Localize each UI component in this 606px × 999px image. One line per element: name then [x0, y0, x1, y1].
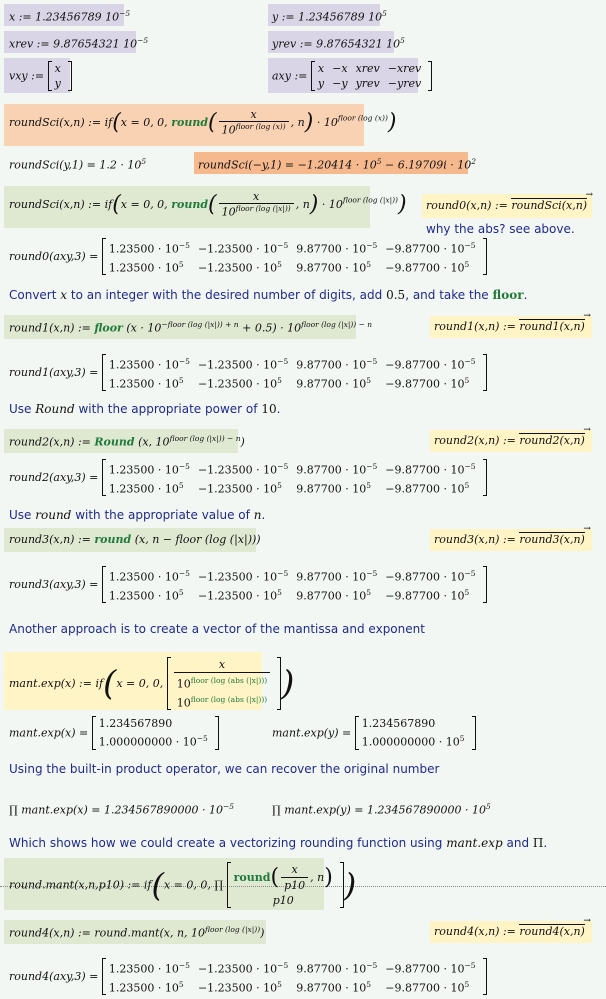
abs-note: why the abs? see above.	[426, 222, 575, 236]
explanation-vectorizing-text: Which shows how we could create a vectorizing rounding function using mant.exp and Π.	[9, 836, 548, 850]
roundmant-definition: round.mant(x,n,p10) := if(x = 0, 0, ∏ round( $\frac{x}{p10}$ , n) p10 )	[9, 863, 357, 907]
y-definition: y := 1.23456789 $10^5$	[272, 9, 387, 24]
xrev-definition: xrev := 9.87654321 $10^{-5}$	[9, 36, 149, 51]
round4-vectorize-definition: round4(x,n) := round4(x,n) →	[434, 925, 585, 938]
roundsci-v1-definition: roundSci(x,n) := if(x = 0, 0, round( $\frac{x}{10^{floor (log (x))}}$ , $n) \cdot 10^{floor (log (x))}$)	[9, 108, 397, 137]
mantexp-definition: mant.exp(x) := if(x = 0, 0, $\frac{x}{10^{floor (log (abs (|x|)))}}$ $10^{floor (log (abs (|x|)))}$ )	[9, 658, 295, 710]
round1-result: round1(axy,3) = $1.23500 \cdot 10^{-5}$ $1.23500 \cdot 10^5$ $-1.23500 \cdot 10^{-5}$ $-1.23500 \cdot 10^5$ $9.87700 \cdot 10^{-5}$ $9.87700 \cdot 10^5$ $-9.87700 \cdot 10^{-5}$ $-9.87700 \cdot 10^5$	[9, 354, 487, 391]
round2-vectorize-definition: round2(x,n) := round2(x,n) →	[434, 434, 585, 447]
round0-vectorize-definition: round0(x,n) := roundSci(x,n) →	[426, 199, 587, 212]
round0-result: round0(axy,3) = $1.23500 \cdot 10^{-5}$ $1.23500 \cdot 10^5$ $-1.23500 \cdot 10^{-5}$ $-1.23500 \cdot 10^5$ $9.87700 \cdot 10^{-5}$ $9.87700 \cdot 10^5$ $-9.87700 \cdot 10^{-5}$ $-9.87700 \cdot 10^5$	[9, 238, 487, 275]
round1-vectorize-definition: round1(x,n) := round1(x,n) →	[434, 320, 585, 333]
round1-definition: round1(x,n) := floor $(x \cdot 10^{-floor (log (|x|)) + n} + 0.5) \cdot 10^{floor (log (|x|)) - n}$	[9, 320, 373, 335]
mantexp-y-result: mant.exp(y) = 1.234567890 $1.000000000 \cdot 10^5$	[272, 716, 476, 750]
round4-definition: round4(x,n) := round.mant(x, n, $10^{floor (log (|x|))}$)	[9, 925, 265, 940]
product-y-result: ∏ mant.exp(y) = $1.234567890000 \cdot 10^5$	[272, 802, 491, 817]
explanation-round-text: Use Round with the appropriate power of 10.	[9, 402, 281, 416]
product-x-result: ∏ mant.exp(x) = $1.234567890000 \cdot 10^{-5}$	[9, 802, 235, 817]
x-definition: x := 1.23456789 $10^{-5}$	[9, 9, 131, 24]
round2-definition: round2(x,n) := Round (x, $10^{floor (log (|x|)) - n}$)	[9, 434, 245, 449]
roundsci-neg-y-result: roundSci(−y,1) = $-1.20414 \cdot 10^5 - 6.19709i \cdot 10^2$	[198, 157, 477, 172]
axy-definition: axy := x y −x −y xrev yrev −xrev −yrev	[272, 61, 432, 91]
round3-result: round3(axy,3) = $1.23500 \cdot 10^{-5}$ $1.23500 \cdot 10^5$ $-1.23500 \cdot 10^{-5}$ $-1.23500 \cdot 10^5$ $9.87700 \cdot 10^{-5}$ $9.87700 \cdot 10^5$ $-9.87700 \cdot 10^{-5}$ $-9.87700 \cdot 10^5$	[9, 566, 487, 603]
round3-vectorize-definition: round3(x,n) := round3(x,n) →	[434, 533, 585, 546]
vxy-definition: vxy := x y	[9, 61, 72, 91]
mantexp-x-result: mant.exp(x) = 1.234567890 $1.000000000 \cdot 10^{-5}$	[9, 716, 219, 750]
explanation-product-text: Using the built-in product operator, we can recover the original number	[9, 762, 440, 776]
round3-definition: round3(x,n) := round (x, n − floor (log (|x|)))	[9, 533, 261, 546]
roundsci-y-result: roundSci(y,1) = $1.2 \cdot 10^5$	[9, 157, 147, 172]
explanation-convert-text: Convert x to an integer with the desired number of digits, add 0.5, and take the floor.	[9, 288, 528, 302]
roundsci-v2-definition: roundSci(x,n) := if(x = 0, 0, round( $\frac{x}{10^{floor (log (|x|))}}$ , $n) \cdot 10^{floor (log (|x|))}$)	[9, 190, 407, 219]
round4-result: round4(axy,3) = $1.23500 \cdot 10^{-5}$ $1.23500 \cdot 10^5$ $-1.23500 \cdot 10^{-5}$ $-1.23500 \cdot 10^5$ $9.87700 \cdot 10^{-5}$ $9.87700 \cdot 10^5$ $-9.87700 \cdot 10^{-5}$ $-9.87700 \cdot 10^5$	[9, 958, 487, 995]
round2-result: round2(axy,3) = $1.23500 \cdot 10^{-5}$ $1.23500 \cdot 10^5$ $-1.23500 \cdot 10^{-5}$ $-1.23500 \cdot 10^5$ $9.87700 \cdot 10^{-5}$ $9.87700 \cdot 10^5$ $-9.87700 \cdot 10^{-5}$ $-9.87700 \cdot 10^5$	[9, 459, 487, 496]
explanation-round-n-text: Use round with the appropriate value of n.	[9, 508, 266, 522]
explanation-mantissa-text: Another approach is to create a vector of the mantissa and exponent	[9, 622, 425, 636]
yrev-definition: yrev := 9.87654321 $10^5$	[272, 36, 405, 51]
